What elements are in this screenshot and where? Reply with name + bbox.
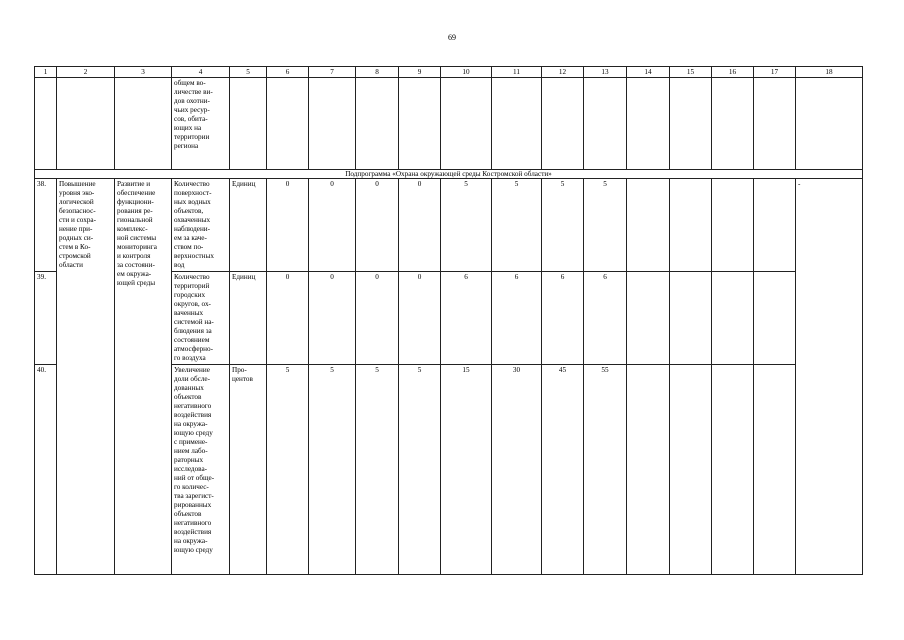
value-cell: 45 (542, 365, 584, 575)
value-cell: 0 (267, 179, 309, 272)
indicator-cell: Количество поверхност- ных водных объектов, охваченных наблюдени- ем за каче- ством по- верхностных вод (172, 179, 230, 272)
cell (492, 78, 542, 170)
header-cell: 12 (542, 67, 584, 78)
cell (230, 78, 267, 170)
header-cell: 6 (267, 67, 309, 78)
value-cell: 5 (267, 365, 309, 575)
page-number: 69 (448, 33, 456, 42)
cell (115, 78, 172, 170)
row-number: 39. (35, 272, 57, 365)
value-cell (712, 179, 754, 272)
value-cell (712, 365, 754, 575)
cell (712, 78, 754, 170)
header-cell: 17 (754, 67, 796, 78)
value-cell (754, 272, 796, 365)
indicator-cell: Увеличение доли обсле- дованных объектов негативного воздействия на окружа- ющую среду с примене- нием лабо- раторных исследова- ний от обще- го количес- тва зарегист- рированных объектов негативного воздействия на окружа- ющую среду (172, 365, 230, 575)
header-cell: 8 (356, 67, 399, 78)
value-cell: 0 (399, 179, 441, 272)
value-cell: 6 (492, 272, 542, 365)
value-cell: 0 (356, 272, 399, 365)
indicator-cell: Количество территорий городских округов, ох- ваченных системой на- блюдения за состоянием атмосферно- го воздуха (172, 272, 230, 365)
value-cell: 0 (356, 179, 399, 272)
subprogram-row (35, 170, 863, 179)
indicator-cell: общем во- личестве ви- дов охотни- чьих ресур- сов, обита- ющих на территории региона (172, 78, 230, 170)
value-cell: 6 (584, 272, 627, 365)
header-cell: 7 (309, 67, 356, 78)
note-cell: - (796, 179, 863, 575)
cell (441, 78, 492, 170)
cell (57, 78, 115, 170)
cell (754, 78, 796, 170)
header-cell: 5 (230, 67, 267, 78)
value-cell: 5 (399, 365, 441, 575)
value-cell (627, 272, 670, 365)
task-cell: Развитие и обеспечение функциони- рования ре- гиональной комплекс- ной системы мониторинга и контроля за состояни- ем окружа- ющей среды (115, 179, 172, 575)
cell (584, 78, 627, 170)
value-cell (670, 365, 712, 575)
header-cell: 4 (172, 67, 230, 78)
header-cell: 15 (670, 67, 712, 78)
header-cell: 2 (57, 67, 115, 78)
value-cell: 5 (356, 365, 399, 575)
header-cell: 11 (492, 67, 542, 78)
value-cell: 0 (309, 179, 356, 272)
value-cell: 5 (542, 179, 584, 272)
unit-cell: Про- центов (230, 365, 267, 575)
cell (309, 78, 356, 170)
goal-cell: Повышение уровня эко- логической безопаснос- сти и сохра- нение при- родных си- стем в Ко- стромской области (57, 179, 115, 575)
row-number: 40. (35, 365, 57, 575)
header-cell: 16 (712, 67, 754, 78)
value-cell: 5 (584, 179, 627, 272)
header-cell: 13 (584, 67, 627, 78)
cell (796, 78, 863, 170)
cell (35, 78, 57, 170)
cell (627, 78, 670, 170)
value-cell: 5 (492, 179, 542, 272)
unit-cell: Единиц (230, 272, 267, 365)
cell (542, 78, 584, 170)
value-cell (670, 272, 712, 365)
header-cell: 3 (115, 67, 172, 78)
value-cell: 5 (441, 179, 492, 272)
header-row (35, 67, 863, 78)
cell (267, 78, 309, 170)
value-cell (754, 365, 796, 575)
value-cell (670, 179, 712, 272)
value-cell: 0 (267, 272, 309, 365)
subprogram-title: Подпрограмма «Охрана окружающей среды Костромской области» (35, 170, 863, 179)
header-cell: 18 (796, 67, 863, 78)
value-cell (712, 272, 754, 365)
cell (399, 78, 441, 170)
value-cell: 0 (399, 272, 441, 365)
value-cell: 15 (441, 365, 492, 575)
value-cell: 30 (492, 365, 542, 575)
table-row-continued (35, 78, 863, 170)
unit-cell: Единиц (230, 179, 267, 272)
value-cell (754, 179, 796, 272)
value-cell: 55 (584, 365, 627, 575)
value-cell (627, 179, 670, 272)
value-cell: 6 (441, 272, 492, 365)
value-cell (627, 365, 670, 575)
indicators-table (34, 66, 863, 575)
value-cell: 5 (309, 365, 356, 575)
table-row (35, 179, 863, 272)
value-cell: 0 (309, 272, 356, 365)
value-cell: 6 (542, 272, 584, 365)
cell (670, 78, 712, 170)
header-cell: 9 (399, 67, 441, 78)
cell (356, 78, 399, 170)
header-cell: 14 (627, 67, 670, 78)
row-number: 38. (35, 179, 57, 272)
header-cell: 1 (35, 67, 57, 78)
header-cell: 10 (441, 67, 492, 78)
